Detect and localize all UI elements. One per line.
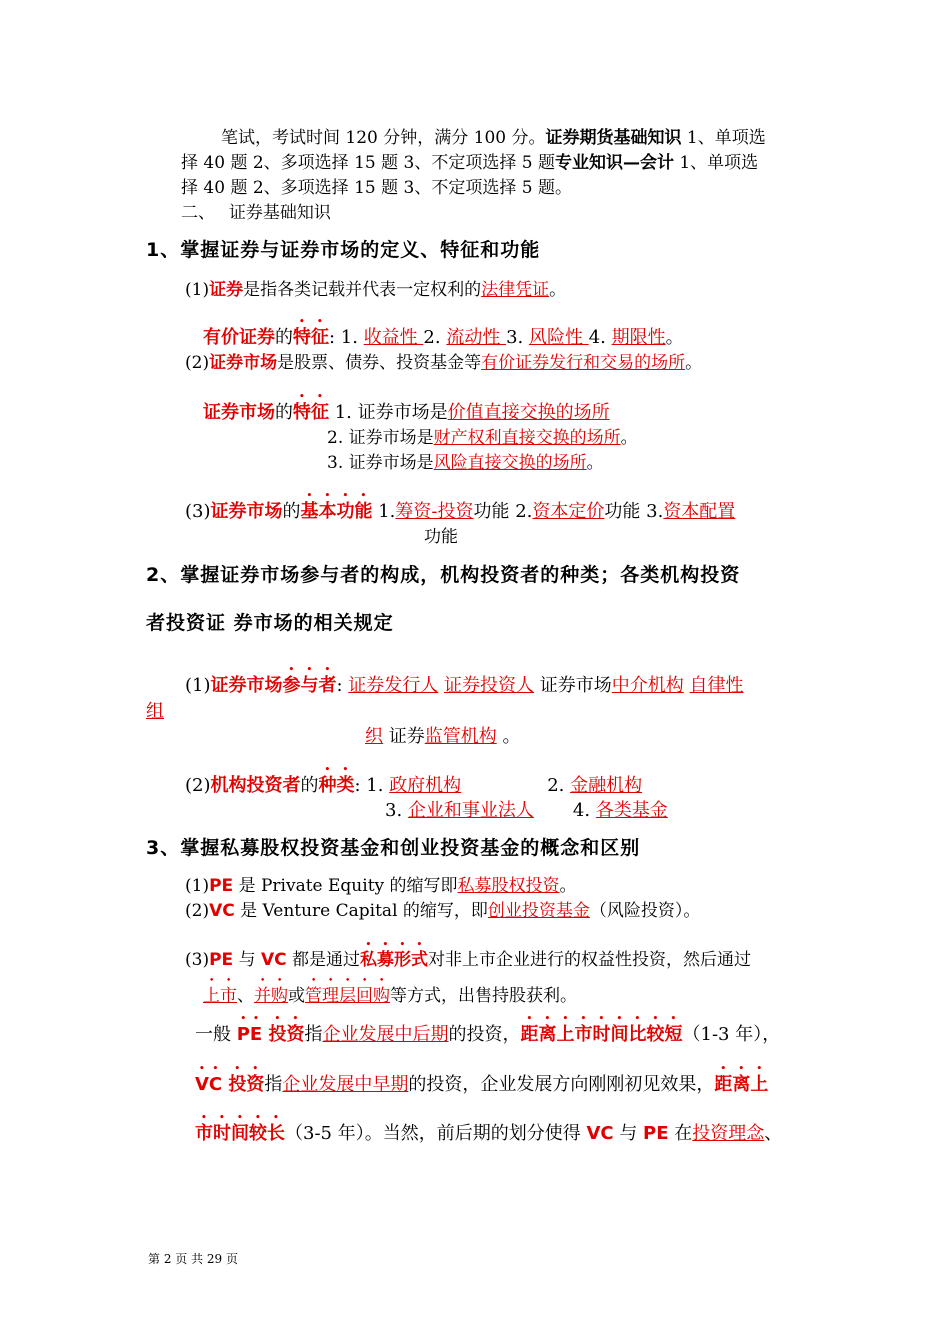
- item-number: (2): [185, 353, 210, 373]
- text: 或: [288, 986, 305, 1006]
- text: 的: [300, 775, 319, 796]
- text: 的: [275, 402, 293, 423]
- text: 3.: [385, 800, 408, 821]
- intro-bold: 专业知识—会计: [554, 153, 674, 173]
- intro-text: 择 40 题 2、多项选择 15 题 3、不定项选择 5 题: [181, 153, 555, 173]
- text: :: [336, 675, 349, 696]
- term: 有价证券: [203, 327, 275, 348]
- text: 在: [668, 1123, 693, 1144]
- s1-p6: [327, 453, 604, 473]
- text: 。: [685, 353, 703, 373]
- s3-p6: [195, 1064, 768, 1096]
- key-phrase: 组: [146, 701, 164, 722]
- text: 是股票、债券、投资基金等: [277, 353, 482, 373]
- text: （1-3 年），: [682, 1024, 781, 1045]
- text: 。: [496, 726, 521, 747]
- text: 的投资，: [448, 1024, 521, 1045]
- item-number: (3): [185, 950, 210, 970]
- key-phrase: 资本配置: [663, 501, 736, 522]
- text: 都是通过: [286, 950, 361, 970]
- term: 证券: [209, 280, 244, 300]
- section-3-title: 3、掌握私募股权投资基金和创业投资基金的概念和区别: [146, 837, 641, 859]
- s1-p8: 功能: [424, 527, 458, 547]
- text: 的: [282, 501, 301, 522]
- term-emphasis: 特征: [293, 402, 329, 423]
- term: 证券市场: [203, 402, 275, 423]
- key-phrase: 价值直接交换的场所: [447, 402, 610, 423]
- intro-text: 1、单项选: [673, 153, 759, 173]
- section-2-title-line-2: 者投资证 券市场的相关规定: [146, 612, 394, 634]
- key-phrase: 风险直接交换的场所: [433, 453, 587, 473]
- text: 4.: [572, 800, 596, 821]
- text: 。: [665, 327, 684, 348]
- key-phrase: 财产权利直接交换的场所: [433, 428, 621, 448]
- s2-p4: [385, 800, 668, 822]
- intro-line-2: [181, 153, 758, 173]
- term-emphasis: 特征: [293, 327, 329, 348]
- text: 的: [275, 327, 293, 348]
- key-phrase: 资本定价: [532, 501, 605, 522]
- item-number: (2): [185, 901, 210, 921]
- key-phrase: 各类基金: [595, 800, 668, 821]
- key-phrase: 政府机构: [389, 775, 462, 796]
- text: 。: [559, 876, 577, 896]
- s1-p4: [203, 392, 610, 424]
- s2-p1-wrap: [146, 701, 164, 723]
- item-number: (3): [185, 501, 211, 522]
- key-phrase: 企业和事业法人: [407, 800, 534, 821]
- s1-p1: [185, 280, 566, 300]
- intro-line-1: [221, 128, 766, 148]
- term: 证券市场: [210, 675, 283, 696]
- key-phrase: 金融机构: [570, 775, 643, 796]
- text: 一般: [195, 1024, 237, 1045]
- key-phrase: 上市: [203, 986, 237, 1006]
- term: PE: [209, 876, 234, 896]
- key-phrase: 证券投资人: [444, 675, 535, 696]
- term-emphasis: 基本功能: [300, 501, 373, 522]
- term: VC: [260, 950, 287, 970]
- s3-p4: [203, 976, 577, 1006]
- term-emphasis: PE 投资: [236, 1024, 305, 1045]
- text: 证券: [383, 726, 425, 747]
- intro-line-3: 择 40 题 2、多项选择 15 题 3、不定项选择 5 题。: [181, 178, 572, 198]
- key-phrase: 监管机构: [424, 726, 497, 747]
- s3-p1: [185, 876, 577, 896]
- text: 3.: [506, 327, 529, 348]
- key-phrase: 织: [365, 726, 383, 747]
- term: 证券市场: [209, 353, 278, 373]
- text: 与: [233, 950, 261, 970]
- key-phrase: 管理层回购: [305, 986, 390, 1006]
- text: （3-5 年）。当然，前后期的划分使得: [285, 1123, 587, 1144]
- term-emphasis: 距离上市时间比较短: [520, 1024, 683, 1045]
- text: 对非上市企业进行的权益性投资，然后通过: [428, 950, 752, 970]
- text: 指: [304, 1024, 323, 1045]
- text: 、: [237, 986, 254, 1006]
- key-phrase: 创业投资基金: [487, 901, 590, 921]
- key-phrase: 期限性: [611, 327, 666, 348]
- key-phrase: 风险性: [528, 327, 589, 348]
- term-emphasis: 种类: [318, 775, 355, 796]
- s3-p5: [195, 1014, 780, 1046]
- item-number: (1): [185, 675, 211, 696]
- s2-p3: [185, 765, 642, 797]
- term: PE: [209, 950, 234, 970]
- term: VC: [586, 1123, 614, 1144]
- text: 3. 证券市场是: [327, 453, 434, 473]
- text: 、: [764, 1123, 783, 1144]
- key-phrase: 企业发展中早期: [282, 1074, 409, 1095]
- term-emphasis: 参与者: [282, 675, 337, 696]
- text: 4.: [588, 327, 612, 348]
- term-emphasis: 距离上: [714, 1074, 769, 1095]
- key-phrase: 投资理念: [692, 1123, 765, 1144]
- text: 1. 证券市场是: [329, 402, 448, 423]
- term: 机构投资者: [210, 775, 301, 796]
- s3-p7: [195, 1113, 782, 1145]
- text: 是指各类记载并代表一定权利的: [243, 280, 482, 300]
- text: 的投资，企业发展方向刚刚初见效果，: [408, 1074, 715, 1095]
- intro-text: 1、单项选: [681, 128, 766, 148]
- s3-p3: [185, 940, 751, 970]
- text: 。: [586, 453, 604, 473]
- key-phrase: 并购: [254, 986, 288, 1006]
- term-emphasis: VC 投资: [195, 1074, 265, 1095]
- key-phrase: 企业发展中后期: [322, 1024, 449, 1045]
- text: （风险投资）。: [589, 901, 701, 921]
- item-number: (1): [185, 280, 210, 300]
- s2-p2: [365, 726, 520, 748]
- section-2-title-line-1: 2、掌握证券市场参与者的构成，机构投资者的种类；各类机构投资: [146, 564, 741, 586]
- key-phrase: 私募股权投资: [457, 876, 560, 896]
- text: : 1.: [354, 775, 390, 796]
- key-phrase: 自律性: [689, 675, 744, 696]
- key-phrase: 收益性: [363, 327, 424, 348]
- page-footer: 第 2 页 共 29 页: [148, 1252, 238, 1266]
- text: 。: [549, 280, 567, 300]
- text: : 1.: [329, 327, 364, 348]
- key-phrase: 有价证券发行和交易的场所: [481, 353, 686, 373]
- s1-p2: [203, 317, 684, 349]
- s2-p1: [185, 665, 744, 697]
- item-number: (1): [185, 876, 210, 896]
- term-emphasis: 市时间较长: [195, 1123, 285, 1144]
- key-phrase: 证券发行人: [348, 675, 439, 696]
- s1-p7: [185, 491, 735, 523]
- term: 证券市场: [210, 501, 283, 522]
- term-emphasis: 私募形式: [360, 950, 429, 970]
- text: 2.: [423, 327, 447, 348]
- text: 证券市场: [534, 675, 612, 696]
- key-phrase: 筹资-投资: [395, 501, 474, 522]
- text: 功能 2.: [473, 501, 533, 522]
- term: PE: [643, 1123, 669, 1144]
- text: 是 Private Equity 的缩写即: [233, 876, 458, 896]
- text: 功能 3.: [604, 501, 664, 522]
- key-phrase: 中介机构: [611, 675, 684, 696]
- text: 指: [264, 1074, 283, 1095]
- s1-p3: [185, 353, 702, 373]
- key-phrase: 流动性: [446, 327, 507, 348]
- term: VC: [209, 901, 235, 921]
- section-heading-basics: 二、 证券基础知识: [181, 203, 331, 223]
- text: 是 Venture Capital 的缩写，即: [234, 901, 488, 921]
- key-phrase: 法律凭证: [481, 280, 550, 300]
- text: 与: [613, 1123, 644, 1144]
- text: 2.: [547, 775, 571, 796]
- s3-p2: [185, 901, 700, 921]
- intro-text: 笔试，考试时间 120 分钟，满分 100 分。: [221, 128, 546, 148]
- intro-bold: 证券期货基础知识: [545, 128, 682, 148]
- section-1-title: 1、掌握证券与证券市场的定义、特征和功能: [146, 239, 541, 261]
- text: 。: [620, 428, 638, 448]
- item-number: (2): [185, 775, 211, 796]
- s1-p5: [327, 428, 638, 448]
- text: 1.: [372, 501, 396, 522]
- text: 2. 证券市场是: [327, 428, 434, 448]
- text: 等方式，出售持股获利。: [390, 986, 577, 1006]
